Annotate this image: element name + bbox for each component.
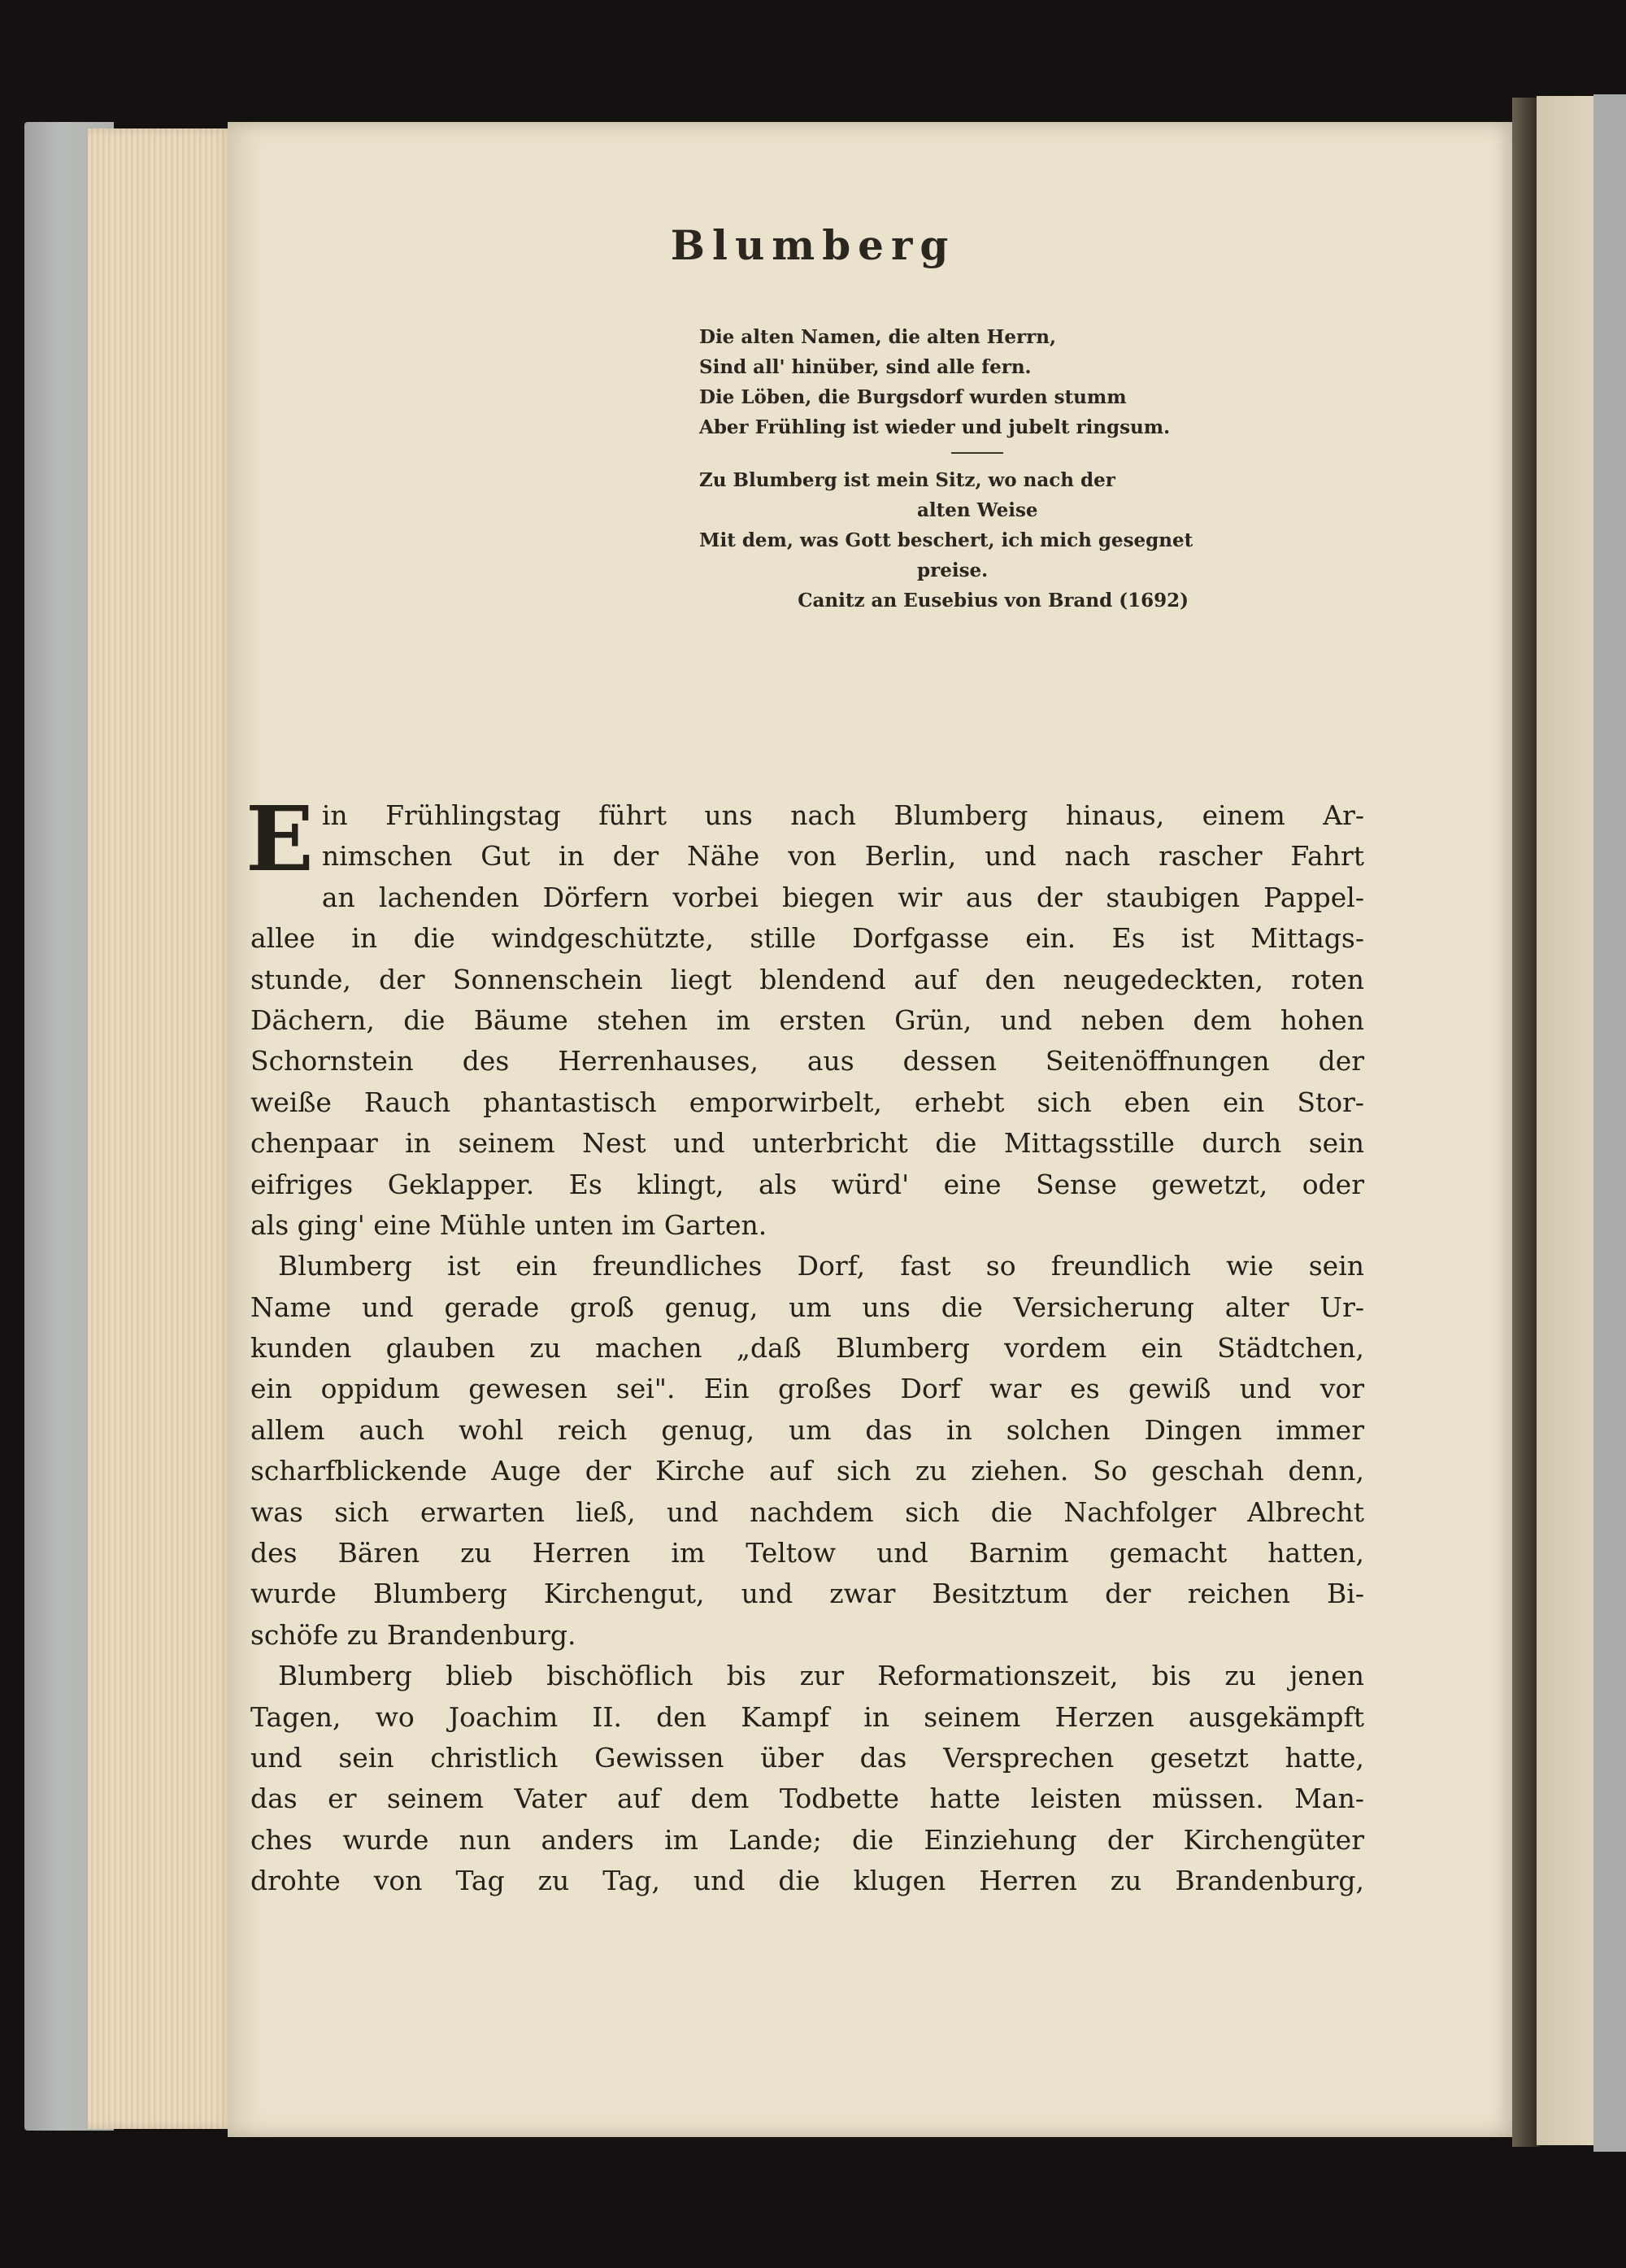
text-line: kunden glauben zu machen „daß Blumberg vordem ein Städtchen, [250, 1332, 1364, 1365]
text-line: allee in die windgeschützte, stille Dorfgasse ein. Es ist Mittags- [250, 922, 1364, 955]
epigraph-verse-line: Aber Frühling ist wieder und jubelt ringsum. [699, 416, 1171, 438]
text-line: ches wurde nun anders im Lande; die Einziehung der Kirchengüter [250, 1823, 1364, 1856]
epigraph [699, 322, 1203, 616]
epigraph-attribution: Canitz an Eusebius von Brand (1692) [798, 590, 1189, 612]
text-line: stunde, der Sonnenschein liegt blendend auf den neugedeckten, roten [250, 963, 1364, 995]
text-line: und sein christlich Gewissen über das Versprechen gesetzt hatte, [250, 1741, 1364, 1774]
text-line: Blumberg ist ein freundliches Dorf, fast so freundlich wie sein [278, 1250, 1364, 1282]
text-line: des Bären zu Herren im Teltow und Barnim gemacht hatten, [250, 1537, 1364, 1569]
epigraph-quote-line: alten Weise [917, 499, 1038, 521]
chapter-title: Blumberg [670, 221, 956, 269]
text-line: Blumberg blieb bischöflich bis zur Reformationszeit, bis zu jenen [278, 1660, 1364, 1692]
text-line: was sich erwarten ließ, und nachdem sich die Nachfolger Albrecht [250, 1495, 1364, 1528]
paragraph-1 [246, 786, 1364, 1246]
epigraph-verse-line: Sind all' hinüber, sind alle fern. [699, 356, 1032, 378]
paragraph-2 [250, 1246, 1364, 1656]
text-line: Tagen, wo Joachim II. den Kampf in seinem Herzen ausgekämpft [250, 1700, 1364, 1733]
epigraph-verse-line: Die alten Namen, die alten Herrn, [699, 326, 1056, 348]
text-line: ein oppidum gewesen sei". Ein großes Dorf war es gewiß und vor [250, 1373, 1364, 1405]
epigraph-divider [951, 452, 1003, 454]
book-gutter [1512, 98, 1540, 2147]
text-line: allem auch wohl reich genug, um das in solchen Dingen immer [250, 1413, 1364, 1446]
text-line: drohte von Tag zu Tag, und die klugen Herren zu Brandenburg, [250, 1865, 1364, 1897]
epigraph-quote-line: preise. [917, 559, 989, 581]
text-line: das er seinem Vater auf dem Todbette hatte leisten müssen. Man- [250, 1783, 1364, 1815]
text-line: in Frühlingstag führt uns nach Blumberg hinaus, einem Ar- [321, 799, 1364, 831]
text-line: chenpaar in seinem Nest und unterbricht die Mittagsstille durch sein [250, 1127, 1364, 1160]
text-line: Dächern, die Bäume stehen im ersten Grün, und neben dem hohen [250, 1003, 1364, 1036]
page-edges [88, 128, 234, 2129]
text-line: nimschen Gut in der Nähe von Berlin, und nach rascher Fahrt [321, 840, 1364, 873]
epigraph-quote-line: Mit dem, was Gott beschert, ich mich gesegnet [699, 529, 1193, 551]
text-line: schöfe zu Brandenburg. [250, 1618, 576, 1651]
epigraph-quote-line: Zu Blumberg ist mein Sitz, wo nach der [699, 469, 1115, 491]
epigraph-verse-line: Die Löben, die Burgsdorf wurden stumm [699, 386, 1127, 408]
text-line: eifriges Geklapper. Es klingt, als würd' eine Sense gewetzt, oder [250, 1168, 1364, 1200]
text-line: scharfblickende Auge der Kirche auf sich zu ziehen. So geschah denn, [250, 1455, 1364, 1487]
text-line: weiße Rauch phantastisch emporwirbelt, erhebt sich eben ein Stor- [250, 1086, 1364, 1118]
text-line: wurde Blumberg Kirchengut, und zwar Besitztum der reichen Bi- [250, 1578, 1364, 1610]
text-line: an lachenden Dörfern vorbei biegen wir aus der staubigen Pappel- [321, 881, 1364, 913]
text-line: Schornstein des Herrenhauses, aus dessen Seitenöffnungen der [250, 1045, 1364, 1077]
next-binding [1593, 94, 1626, 2152]
drop-cap: E [246, 786, 314, 891]
text-line: als ging' eine Mühle unten im Garten. [250, 1208, 767, 1241]
text-line: Name und gerade groß genug, um uns die Versicherung alter Ur- [250, 1291, 1364, 1323]
paragraph-3 [250, 1656, 1364, 1901]
body-text [246, 786, 1364, 1902]
